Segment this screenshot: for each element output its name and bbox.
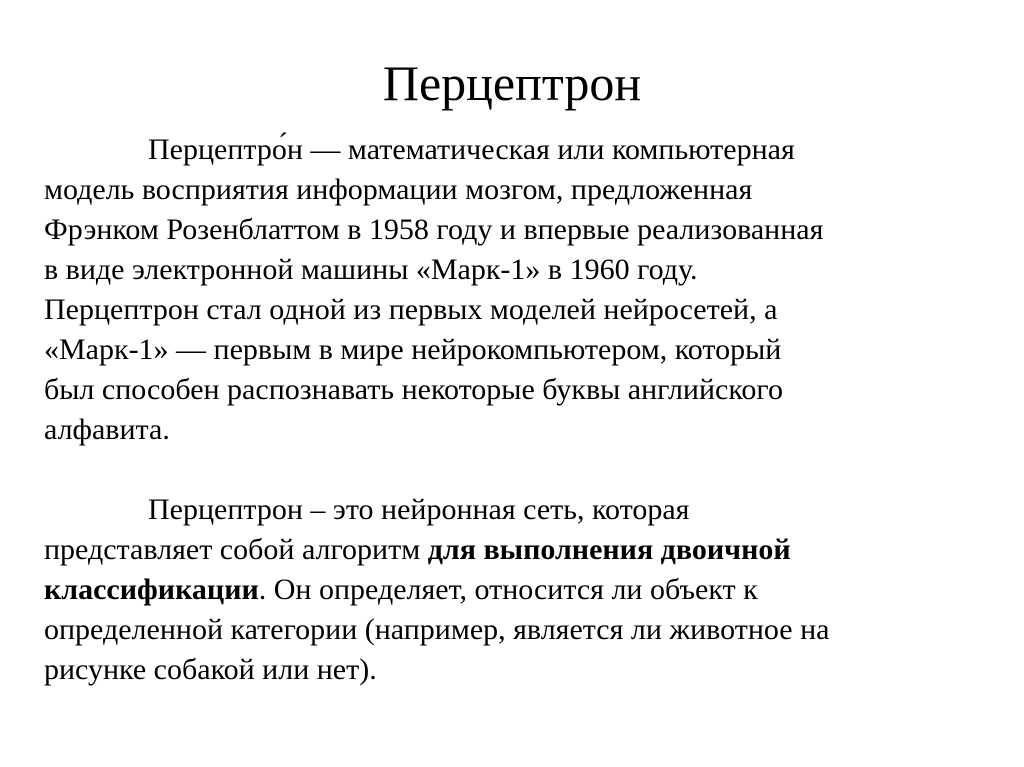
paragraph-line: Перцептрон – это нейронная сеть, которая [148,493,690,526]
emphasis-text: классификации [44,573,259,606]
slide-body [44,130,964,690]
paragraph-line: рисунке собакой или нет). [44,653,377,686]
paragraph-line: в виде электронной машины «Марк-1» в 1960 году. [44,253,698,286]
paragraph-line: Перцептрон стал одной из первых моделей нейросетей, а [44,293,778,326]
emphasis-text: для выполнения двоичной [427,533,791,566]
paragraph-text: . Он определяет, относится ли объект к [258,573,758,606]
slide-title: Перцептрон [382,55,642,111]
paragraph-line: «Марк-1» — первым в мире нейрокомпьютером, который [44,333,782,366]
paragraph-classification [44,490,964,690]
paragraph-line: модель восприятия информации мозгом, предложенная [44,173,753,206]
paragraph-line: алфавита. [44,413,170,446]
paragraph-line: Фрэнком Розенблаттом в 1958 году и впервые реализованная [44,213,824,246]
paragraph-line: был способен распознавать некоторые буквы английского [44,373,783,406]
paragraph-text: представляет собой алгоритм [44,533,428,566]
paragraph-definition [44,130,964,450]
paragraph-line: определенной категории (например, является ли животное на [44,613,830,646]
paragraph-line: Перцептро́н — математическая или компьютерная [148,133,795,166]
